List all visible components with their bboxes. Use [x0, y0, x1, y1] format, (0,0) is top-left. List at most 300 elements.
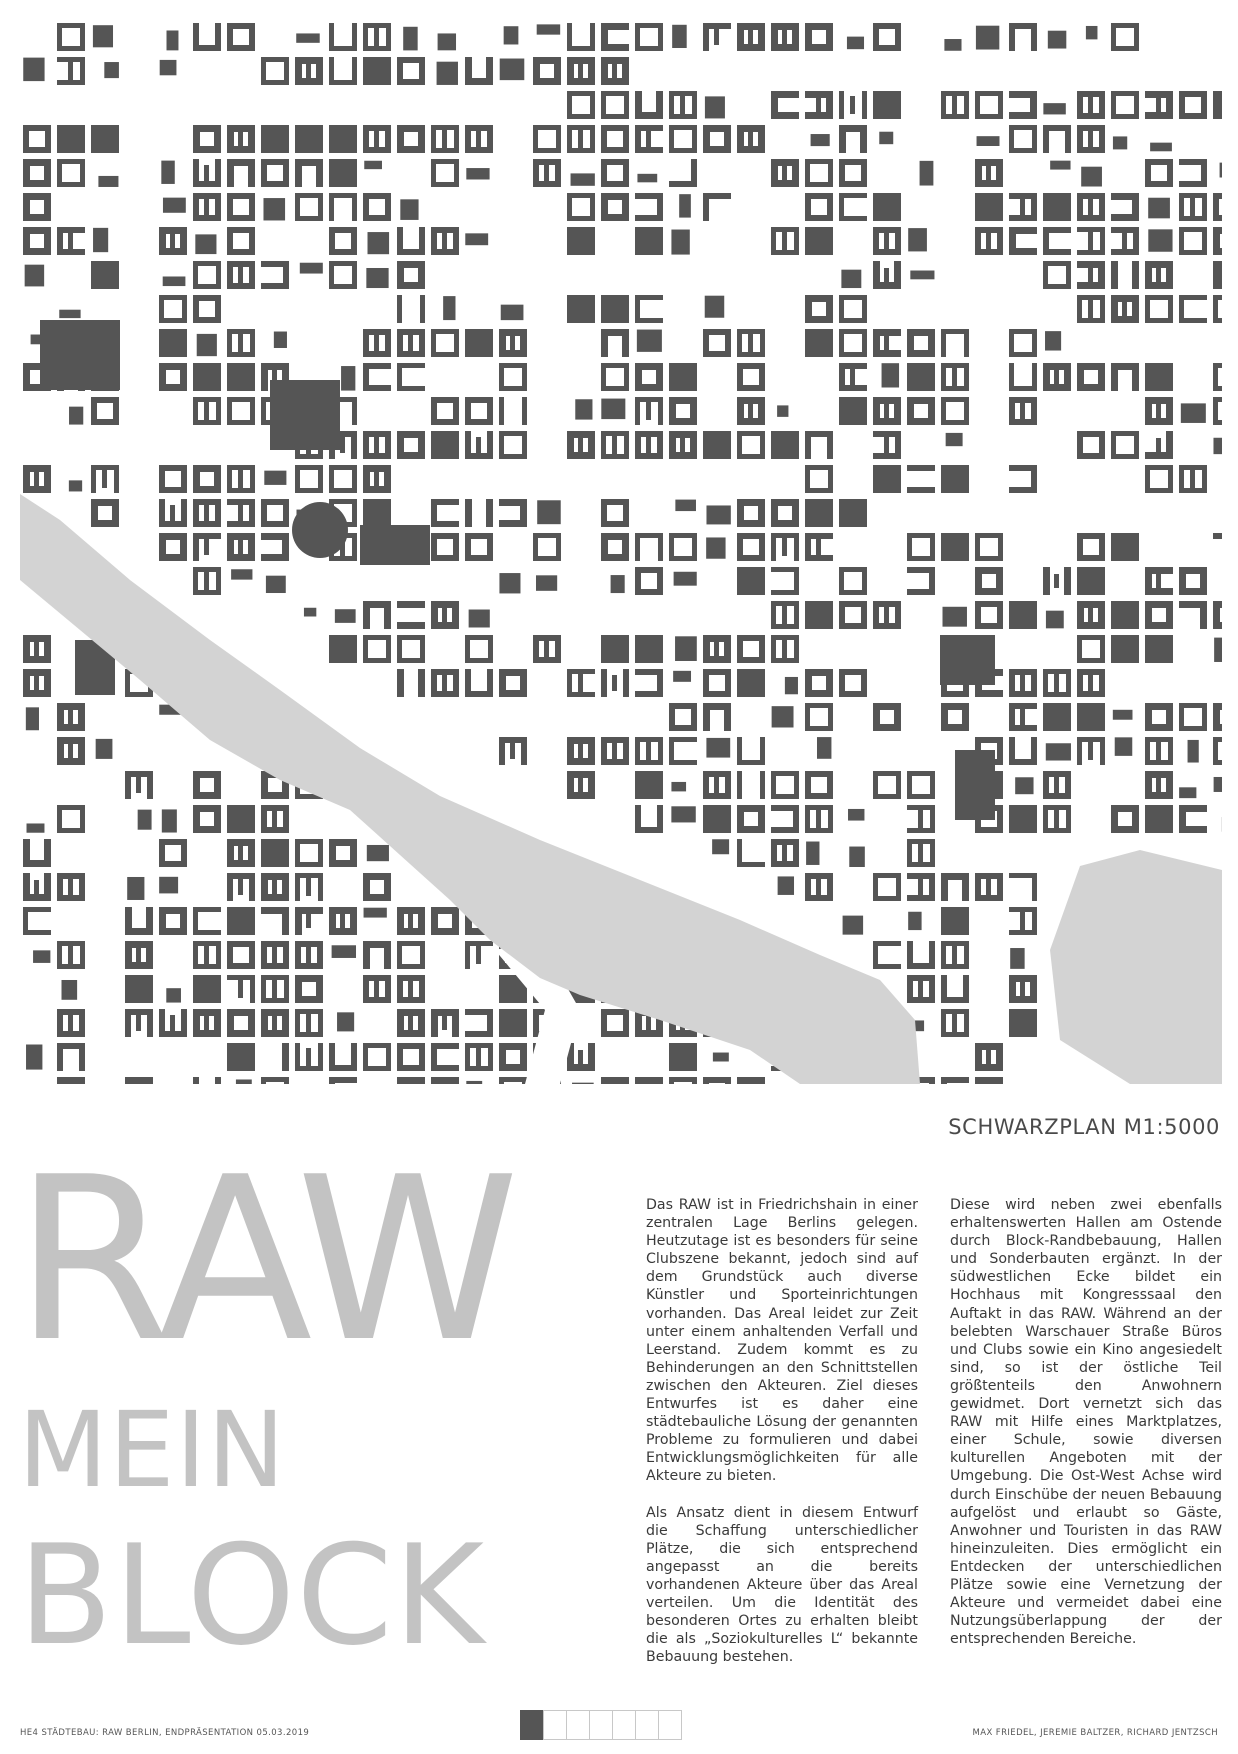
page-box-3[interactable]: [566, 1710, 590, 1740]
building: [554, 57, 561, 85]
building: [488, 635, 493, 663]
building: [215, 499, 221, 527]
page-box-7[interactable]: [658, 1710, 682, 1740]
building: [590, 193, 595, 221]
building: [182, 295, 187, 323]
building: [408, 1016, 413, 1030]
building: [1168, 465, 1173, 493]
building: [454, 329, 459, 357]
building: [1166, 397, 1173, 425]
building: [283, 261, 289, 289]
building: [671, 782, 686, 791]
building: [816, 810, 821, 828]
building: [204, 539, 209, 555]
building: [318, 839, 323, 867]
building: [363, 499, 391, 527]
building: [622, 57, 629, 85]
building: [465, 533, 471, 561]
building: [1166, 91, 1173, 119]
building: [1077, 669, 1083, 697]
building: [671, 230, 689, 255]
building: [170, 505, 175, 521]
building: [159, 465, 165, 493]
building: [962, 703, 969, 731]
building: [996, 159, 1003, 187]
building: [147, 1009, 153, 1037]
building: [1031, 737, 1037, 765]
building: [635, 635, 663, 663]
building: [1020, 199, 1025, 215]
building: [1156, 742, 1161, 760]
building: [98, 176, 118, 187]
building: [250, 465, 255, 493]
building: [760, 771, 765, 799]
building: [567, 295, 595, 323]
building: [748, 404, 753, 418]
building: [1077, 601, 1084, 629]
building: [214, 465, 221, 493]
building: [611, 575, 625, 593]
building: [264, 471, 286, 485]
building: [705, 96, 725, 118]
building: [805, 873, 811, 901]
building: [227, 1009, 234, 1037]
building: [1100, 295, 1105, 323]
building: [1009, 1009, 1037, 1037]
building: [181, 499, 187, 527]
building: [635, 1077, 663, 1084]
building: [1015, 777, 1033, 794]
building: [418, 1077, 425, 1084]
building: [499, 669, 506, 697]
building: [1100, 635, 1105, 663]
building: [1077, 193, 1083, 221]
building: [1111, 295, 1118, 323]
building: [674, 572, 697, 586]
building: [692, 533, 697, 561]
page-box-6[interactable]: [635, 1710, 659, 1740]
building: [590, 125, 595, 153]
building: [1115, 737, 1133, 756]
building: [805, 465, 810, 493]
building: [622, 1077, 629, 1084]
building: [329, 125, 357, 153]
building: [1213, 363, 1218, 391]
building: [1132, 295, 1139, 323]
building: [227, 533, 234, 561]
building: [34, 472, 39, 486]
building: [772, 706, 794, 727]
building: [805, 431, 811, 459]
building: [1020, 675, 1025, 691]
building: [465, 57, 472, 85]
building: [397, 1077, 404, 1084]
building: [847, 37, 864, 50]
building: [193, 907, 198, 935]
building: [487, 1009, 493, 1037]
building: [794, 635, 799, 663]
building: [895, 227, 901, 255]
building: [601, 1009, 607, 1037]
building: [930, 771, 935, 799]
building: [125, 941, 132, 969]
building: [282, 1043, 289, 1071]
building: [227, 193, 233, 221]
building: [1148, 229, 1172, 251]
building: [520, 329, 527, 357]
building: [215, 295, 221, 323]
building: [622, 533, 629, 561]
page-box-4[interactable]: [589, 1710, 613, 1740]
building: [23, 58, 44, 81]
building: [306, 947, 311, 963]
page-box-1[interactable]: [520, 1710, 544, 1740]
building: [295, 465, 300, 493]
building: [873, 23, 879, 51]
building: [601, 1077, 608, 1084]
building: [1145, 601, 1152, 629]
building: [635, 227, 663, 255]
building: [928, 329, 935, 357]
building: [504, 26, 519, 44]
page-box-2[interactable]: [543, 1710, 567, 1740]
building: [397, 329, 403, 357]
building: [1111, 23, 1116, 51]
building: [170, 234, 175, 248]
building: [1099, 193, 1105, 221]
building: [713, 1053, 729, 1062]
building: [556, 533, 561, 561]
building: [873, 193, 901, 221]
building: [805, 227, 833, 255]
building: [418, 1009, 425, 1037]
building: [1066, 805, 1071, 833]
building: [1145, 805, 1173, 833]
building: [873, 703, 880, 731]
building: [556, 125, 561, 153]
building: [758, 23, 765, 51]
building: [537, 24, 560, 34]
building: [1145, 635, 1173, 663]
building: [238, 540, 243, 554]
building: [691, 159, 697, 187]
building: [96, 739, 113, 759]
building: [442, 130, 447, 148]
building: [488, 1043, 493, 1071]
building: [125, 1009, 131, 1037]
building: [261, 363, 268, 391]
building: [318, 873, 323, 901]
building: [352, 57, 357, 85]
building: [669, 431, 676, 459]
building: [896, 873, 901, 901]
building: [1168, 737, 1173, 765]
building: [975, 227, 981, 255]
building: [771, 635, 776, 663]
building: [499, 1043, 506, 1071]
building: [1032, 873, 1037, 901]
building: [975, 1043, 982, 1071]
building: [453, 227, 459, 255]
building: [907, 533, 912, 561]
building: [714, 642, 719, 656]
building: [23, 227, 30, 255]
building: [601, 295, 629, 323]
building: [363, 941, 370, 969]
building: [908, 912, 921, 930]
building: [27, 823, 45, 832]
building: [533, 57, 540, 85]
building: [635, 295, 640, 323]
building: [675, 636, 697, 661]
building: [1111, 261, 1118, 289]
building: [1202, 703, 1207, 731]
building: [329, 465, 334, 493]
building: [533, 125, 538, 153]
building: [316, 57, 323, 85]
building: [567, 91, 572, 119]
building: [941, 363, 946, 391]
building: [431, 431, 459, 459]
building: [601, 635, 629, 663]
building: [214, 805, 221, 833]
building: [737, 839, 742, 867]
building: [487, 431, 493, 459]
building: [374, 437, 379, 453]
building: [680, 96, 685, 114]
building: [453, 397, 459, 425]
building: [476, 437, 481, 453]
building: [136, 777, 141, 793]
building: [703, 669, 709, 697]
schwarzplan-map: [20, 20, 1222, 1084]
building: [1179, 91, 1185, 119]
building: [452, 601, 459, 629]
building: [1111, 363, 1118, 391]
building: [692, 91, 697, 119]
building: [1145, 295, 1150, 323]
building: [418, 125, 425, 153]
building: [79, 873, 85, 901]
building: [465, 125, 471, 153]
building: [1166, 601, 1173, 629]
building: [771, 601, 776, 629]
building: [622, 329, 629, 357]
building: [1179, 227, 1184, 255]
building: [658, 397, 663, 425]
building: [261, 1009, 268, 1037]
building: [306, 878, 311, 896]
building: [79, 1043, 85, 1071]
building: [231, 569, 252, 579]
building: [466, 1081, 482, 1084]
building: [1213, 227, 1220, 255]
building: [364, 908, 387, 918]
building: [227, 805, 255, 833]
building: [672, 25, 687, 48]
building: [238, 470, 243, 488]
building: [635, 125, 641, 153]
building: [578, 130, 583, 148]
building: [724, 703, 731, 731]
building: [1213, 261, 1222, 289]
building: [44, 193, 51, 221]
building: [364, 161, 382, 169]
building: [193, 1009, 200, 1037]
page-navigation-strip: [521, 1710, 682, 1740]
building: [1043, 125, 1049, 153]
building: [635, 91, 642, 119]
building: [544, 165, 549, 181]
building: [657, 669, 663, 697]
building: [669, 1043, 697, 1071]
building: [1113, 710, 1133, 720]
building: [941, 873, 948, 901]
building: [1066, 669, 1071, 697]
building: [1202, 227, 1207, 255]
building: [964, 329, 969, 357]
building: [1132, 805, 1139, 833]
building: [249, 873, 255, 901]
building: [1031, 397, 1037, 425]
building: [465, 233, 488, 245]
building: [759, 363, 765, 391]
building: [578, 778, 583, 792]
building: [215, 1077, 221, 1084]
building: [216, 941, 221, 969]
building: [127, 877, 144, 900]
building: [737, 567, 765, 595]
building: [384, 941, 391, 969]
building: [805, 295, 812, 323]
building: [941, 533, 969, 561]
building: [849, 847, 865, 867]
building: [272, 980, 277, 998]
building: [1043, 261, 1048, 289]
building: [703, 703, 710, 731]
building: [193, 567, 198, 595]
building: [737, 771, 742, 799]
building: [839, 397, 867, 425]
building: [1134, 431, 1139, 459]
building: [272, 811, 277, 827]
building: [975, 601, 981, 629]
building: [771, 159, 778, 187]
building: [397, 125, 404, 153]
building: [266, 576, 286, 593]
building: [805, 23, 812, 51]
building: [920, 161, 934, 186]
building: [669, 363, 697, 391]
building: [1009, 125, 1014, 153]
building: [1201, 159, 1207, 187]
building: [465, 329, 493, 357]
building: [227, 1043, 255, 1071]
building: [1220, 163, 1222, 178]
building: [363, 873, 370, 901]
building: [1213, 193, 1219, 221]
building: [1213, 533, 1222, 539]
building: [1179, 193, 1184, 221]
building: [691, 703, 697, 731]
building: [316, 975, 323, 1003]
building: [452, 907, 459, 935]
building: [816, 98, 821, 112]
building: [80, 57, 85, 85]
building: [332, 945, 356, 958]
building: [998, 91, 1003, 119]
building: [794, 533, 799, 561]
building: [1100, 227, 1105, 255]
building: [1054, 574, 1059, 588]
building: [1043, 669, 1048, 697]
building: [318, 1009, 323, 1037]
building: [57, 941, 62, 969]
building: [884, 404, 889, 418]
building: [725, 1077, 731, 1084]
building: [204, 165, 209, 181]
building: [996, 1043, 1003, 1071]
building: [350, 907, 357, 935]
building: [419, 329, 425, 357]
building: [159, 499, 165, 527]
building: [57, 737, 64, 765]
building: [160, 60, 177, 75]
building: [385, 431, 391, 459]
building: [68, 233, 73, 249]
building: [442, 1016, 447, 1030]
building: [724, 125, 731, 153]
building: [930, 805, 935, 833]
building: [894, 397, 901, 425]
building: [162, 809, 177, 832]
building: [771, 499, 778, 527]
building: [1190, 198, 1195, 216]
building: [1099, 125, 1105, 153]
building: [1020, 403, 1025, 419]
building: [193, 125, 200, 153]
building: [918, 981, 923, 997]
building: [1213, 737, 1218, 765]
building: [964, 91, 969, 119]
building: [283, 499, 289, 527]
building: [612, 436, 617, 454]
building: [1133, 227, 1139, 255]
building: [363, 465, 370, 493]
building: [806, 842, 819, 865]
building: [703, 635, 710, 663]
building: [941, 91, 946, 119]
building: [882, 363, 900, 387]
page-box-5[interactable]: [612, 1710, 636, 1740]
building: [465, 499, 472, 527]
building: [793, 839, 799, 867]
building: [272, 947, 277, 963]
building: [329, 635, 357, 663]
building: [1213, 703, 1220, 731]
building: [555, 159, 561, 187]
building: [997, 873, 1003, 901]
building: [703, 805, 731, 833]
building: [839, 159, 845, 187]
building: [1020, 912, 1025, 930]
building: [91, 397, 97, 425]
building: [487, 397, 493, 425]
building: [420, 635, 425, 663]
building: [329, 261, 334, 289]
building: [996, 567, 1003, 595]
building: [466, 168, 489, 179]
